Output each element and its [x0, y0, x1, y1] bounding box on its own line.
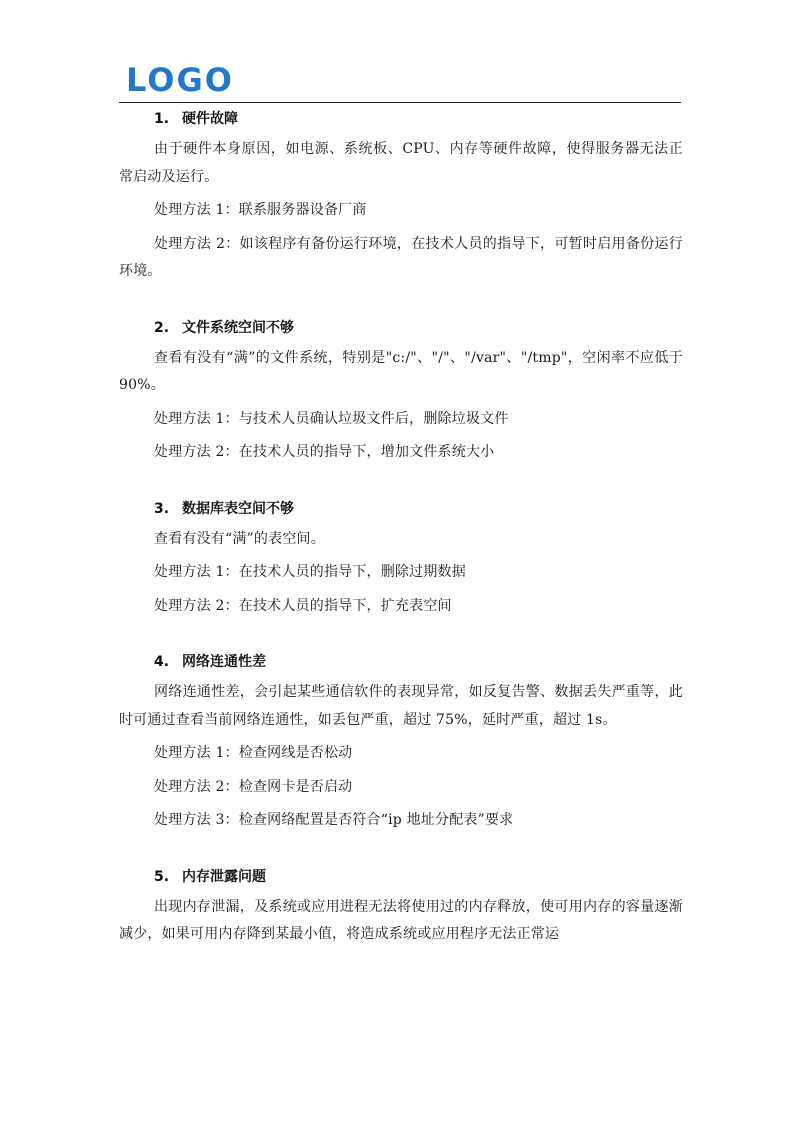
section-title: 硬件故障	[182, 111, 238, 127]
paragraph: 网络连通性差，会引起某些通信软件的表现异常，如反复告警、数据丢失严重等，此时可通过查看当前网络连通性，如丢包严重，超过 75%，延时严重，超过 1s。	[119, 684, 683, 728]
document-body	[119, 102, 683, 974]
paragraph: 出现内存泄漏，及系统或应用进程无法将使用过的内存释放，使可用内存的容量逐渐减少，如果可用内存降到某最小值，将造成系统或应用程序无法正常运	[119, 898, 683, 942]
section-title: 网络连通性差	[182, 654, 266, 670]
section-title: 内存泄露问题	[182, 868, 266, 885]
paragraph: 处理方法 2：在技术人员的指导下，扩充表空间	[154, 597, 452, 614]
section-heading	[119, 102, 683, 136]
paragraph: 处理方法 1：联系服务器设备厂商	[154, 202, 367, 218]
section-filesystem-space	[119, 311, 683, 467]
paragraph: 查看有没有“满”的表空间。	[154, 530, 325, 547]
section-tablespace	[119, 492, 683, 621]
logo: LOGO	[126, 61, 234, 99]
section-network	[119, 645, 683, 835]
section-title: 文件系统空间不够	[182, 319, 294, 336]
section-heading	[119, 311, 683, 345]
paragraph: 查看有没有“满”的文件系统，特别是"c:/"、"/"、"/var"、"/tmp"，空闲率不应低于 90%。	[119, 349, 683, 393]
section-number: 1.	[154, 111, 170, 127]
paragraph: 处理方法 3：检查网络配置是否符合“ip 地址分配表”要求	[154, 812, 514, 828]
paragraph: 由于硬件本身原因，如电源、系统板、CPU、内存等硬件故障，使得服务器无法正常启动及运行。	[119, 141, 683, 185]
section-hardware-fault	[119, 102, 683, 286]
section-memory-leak	[119, 860, 683, 949]
paragraph: 处理方法 1：与技术人员确认垃圾文件后，删除垃圾文件	[154, 410, 509, 427]
section-number: 4.	[154, 654, 170, 670]
paragraph: 处理方法 2：检查网卡是否启动	[154, 778, 353, 795]
paragraph: 处理方法 1：检查网线是否松动	[154, 745, 353, 761]
section-number: 2.	[154, 319, 170, 336]
page-header	[119, 60, 681, 103]
paragraph: 处理方法 1：在技术人员的指导下，删除过期数据	[154, 564, 466, 580]
section-heading	[119, 860, 683, 894]
paragraph: 处理方法 2：在技术人员的指导下，增加文件系统大小	[154, 444, 495, 460]
section-number: 5.	[154, 868, 170, 885]
section-heading	[119, 645, 683, 679]
paragraph: 处理方法 2：如该程序有备份运行环境，在技术人员的指导下，可暂时启用备份运行环境。	[119, 235, 683, 279]
section-heading	[119, 492, 683, 526]
section-title: 数据库表空间不够	[182, 500, 294, 517]
section-number: 3.	[154, 500, 170, 517]
